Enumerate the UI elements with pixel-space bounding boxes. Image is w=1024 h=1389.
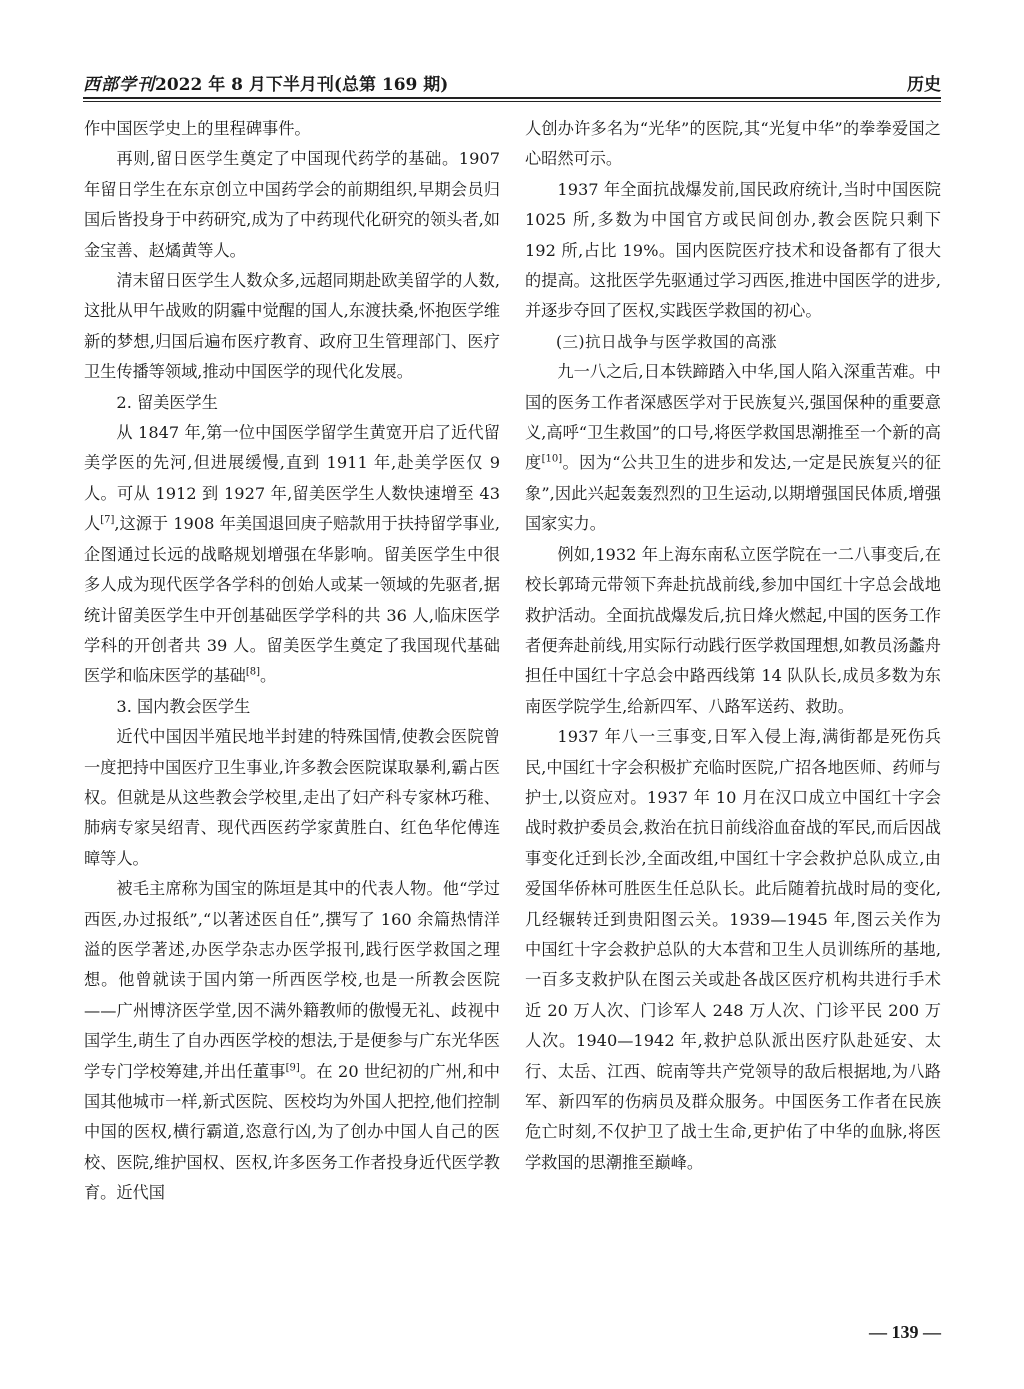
citation-ref: [10] [541,454,563,466]
paragraph: 1937 年八一三事变,日军入侵上海,满街都是死伤兵民,中国红十字会积极扩充临时医院,广招各地医师、药师与护士,以资应对。1937 年 10 月在汉口成立中国红十字会战时救护委员会,救治在抗日前线浴血奋战的军民,而后因战事变化迁到长沙,全面改组,中国红十字会救护总队成立,由爱国华侨林可胜医生任总队长。此后随着抗战时局的变化,几经辗转迁到贵阳图云关。1939—1945 年,图云关作为中国红十字会救护总队的大本营和卫生人员训练所的基地,一百多支救护队在图云关或赴各战区医疗机构共进行手术近 20 万人次、门诊军人 248 万人次、门诊平民 200 万人次。1940—1942 年,救护总队派出医疗队赴延安、太行、太岳、江西、皖南等共产党领导的敌后根据地,为八路军、新四军的伤病员及群众服务。中国医务工作者在民族危亡时刻,不仅护卫了战士生命,更护佑了中华的血脉,将医学救国的思潮推至巅峰。 [525,727,941,1172]
citation-ref: [8] [245,666,261,678]
page-number: — 139 — [869,1322,941,1342]
right-column [525,114,941,1178]
header-section: 历史 [907,75,941,95]
paragraph: 从 1847 年,第一位中国医学留学生黄宽开启了近代留美学医的先河,但进展缓慢,直到 1911 年,赴美学医仅 9 人。可从 1912 到 1927 年,留美医学生人数快速增至 43 人[7],这源于 1908 年美国退回庚子赔款用于扶持留学事业,企图通过长远的战略规划增强在华影响。留美医学生中很多人成为现代医学各学科的创始人或某一领域的先驱者,据统计留美医学生中开创基础医学学科的共 36 人,临床医学学科的开创者共 39 人。留美医学生奠定了我国现代基础医学和临床医学的基础[8]。 [84,423,501,686]
header-issue: 2022 年 8 月下半月刊(总第 169 期) [155,75,449,95]
paragraph: 再则,留日医学生奠定了中国现代药学的基础。1907 年留日学生在东京创立中国药学会的前期组织,早期会员归国后皆投身于中药研究,成为了中药现代化研究的领头者,如金宝善、赵燏黄等人。 [84,149,500,260]
header-rule-thin [83,101,941,102]
left-column [84,114,500,1209]
citation-ref: [7] [100,514,115,526]
citation-ref: [9] [285,1062,300,1074]
section-heading: 3. 国内教会医学生 [116,696,251,716]
header-rule-thick [83,97,941,99]
paragraph: 作中国医学史上的里程碑事件。 [84,119,311,138]
paragraph: 1937 年全面抗战爆发前,国民政府统计,当时中国医院 1025 所,多数为中国官方或民间创办,教会医院只剩下 192 所,占比 19%。国内医院医疗技术和设备都有了很大的提高。这批医学先驱通过学习西医,推进中国医学的进步,并逐步夺回了医权,实践医学救国的初心。 [525,179,941,321]
paragraph: 例如,1932 年上海东南私立医学院在一二八事变后,在校长郭琦元带领下奔赴抗战前线,参加中国红十字总会战地救护活动。全面抗战爆发后,抗日烽火燃起,中国的医务工作者便奔赴前线,用实际行动践行医学救国理想,如教员汤蠡舟担任中国红十字总会中路西线第 14 队队长,成员多数为东南医学院学生,给新四军、八路军送药、救助。 [525,544,941,716]
paragraph: 清末留日医学生人数众多,远超同期赴欧美留学的人数,这批从甲午战败的阴霾中觉醒的国人,东渡扶桑,怀抱医学维新的梦想,归国后遍布医疗教育、政府卫生管理部门、医疗卫生传播等领域,推动中国医学的现代化发展。 [84,271,500,382]
journal-logo: 西部学刊 [83,75,155,95]
paragraph: 人创办许多名为“光华”的医院,其“光复中华”的拳拳爱国之心昭然可示。 [525,119,941,169]
paragraph: 九一八之后,日本铁蹄踏入中华,国人陷入深重苦难。中国的医务工作者深感医学对于民族复兴,强国保种的重要意义,高呼“卫生救国”的口号,将医学救国思潮推至一个新的高度[10]。因为“公共卫生的进步和发达,一定是民族复兴的征象”,因此兴起轰轰烈烈的卫生运动,以期增强国民体质,增强国家实力。 [525,362,941,534]
section-heading: (三)抗日战争与医学救国的高涨 [556,332,778,351]
section-heading: 2. 留美医学生 [116,392,218,412]
running-header [83,68,941,98]
paragraph: 近代中国因半殖民地半封建的特殊国情,使教会医院曾一度把持中国医疗卫生事业,许多教会医院谋取暴利,霸占医权。但就是从这些教会学校里,走出了妇产科专家林巧稚、肺病专家吴绍青、现代西医药学家黄胜白、红色华佗傅连暲等人。 [84,727,500,868]
paragraph: 被毛主席称为国宝的陈垣是其中的代表人物。他“学过西医,办过报纸”,“以著述医自任”,撰写了 160 余篇热情洋溢的医学著述,办医学杂志办医学报刊,践行医学救国之理想。他曾就读于国内第一所西医学校,也是一所教会医院——广州博济医学堂,因不满外籍教师的傲慢无礼、歧视中国学生,萌生了自办西医学校的想法,于是便参与广东光华医学专门学校筹建,并出任董事[9]。在 20 世纪初的广州,和中国其他城市一样,新式医院、医校均为外国人把控,他们控制中国的医权,横行霸道,恣意行凶,为了创办中国人自己的医校、医院,维护国权、医权,许多医务工作者投身近代医学教育。近代国 [84,879,500,1203]
header-journal [83,70,448,95]
